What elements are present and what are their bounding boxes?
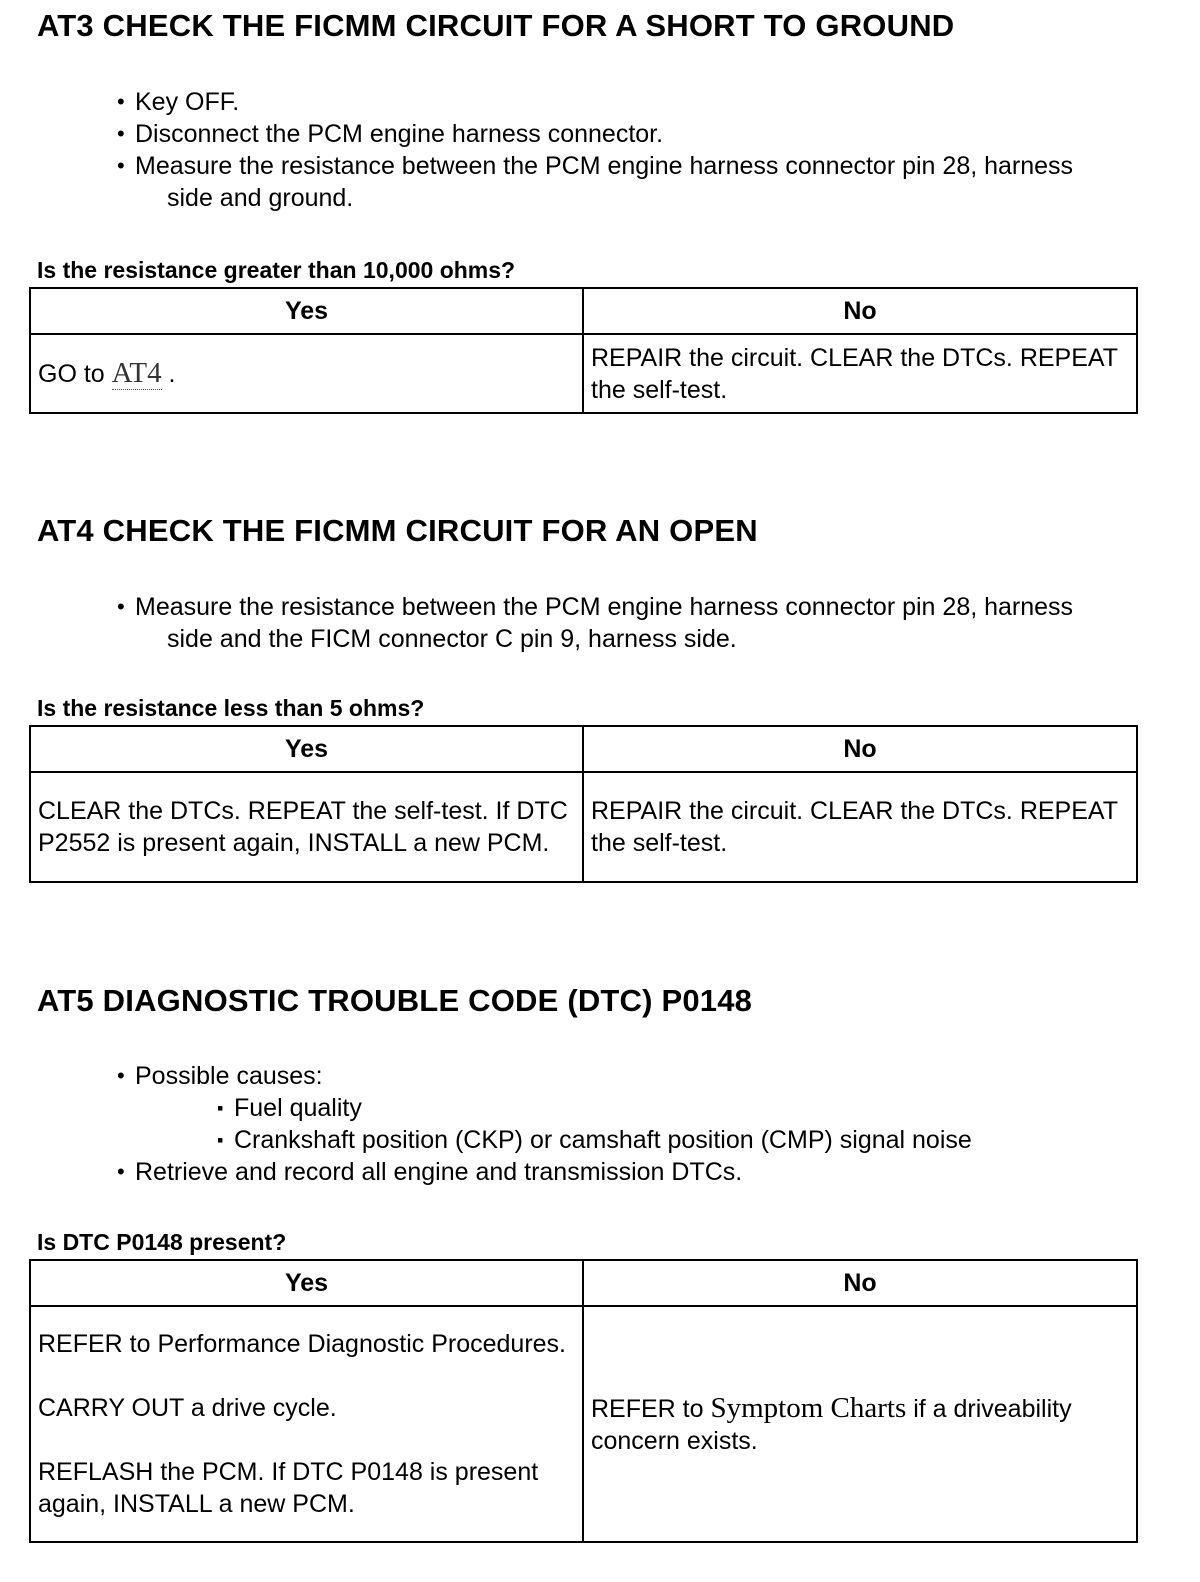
yes-paragraph: CARRY OUT a drive cycle. [38, 1394, 337, 1422]
at5-title: AT5 DIAGNOSTIC TROUBLE CODE (DTC) P0148 [37, 983, 753, 1018]
no-header: No [583, 1260, 1137, 1306]
list-item [117, 150, 1187, 214]
yes-text-suffix: . [161, 360, 176, 388]
yes-cell [30, 1306, 583, 1542]
bullet-text: Measure the resistance between the PCM engine harness connector pin 28, harness [135, 152, 1074, 180]
yes-header: Yes [30, 1260, 583, 1306]
yes-header: Yes [30, 288, 583, 334]
no-text-suffix: if a driveability concern exists. [591, 1394, 1072, 1455]
no-cell: REPAIR the circuit. CLEAR the DTCs. REPEAT the self-test. [583, 334, 1137, 413]
at4-bullet-list [117, 591, 1187, 655]
at4-link[interactable]: AT4 [111, 357, 162, 389]
yes-header: Yes [30, 726, 583, 772]
bullet-text-continued: side and the FICM connector C pin 9, harness side. [167, 625, 737, 653]
at5-question: Is DTC P0148 present? [37, 1229, 287, 1255]
at3-title: AT3 CHECK THE FICMM CIRCUIT FOR A SHORT TO GROUND [37, 8, 955, 43]
at4-title: AT4 CHECK THE FICMM CIRCUIT FOR AN OPEN [37, 513, 758, 548]
list-item: • Retrieve and record all engine and transmission DTCs. [117, 1156, 1187, 1188]
yes-cell: CLEAR the DTCs. REPEAT the self-test. If DTC P2552 is present again, INSTALL a new PCM. [30, 772, 583, 882]
yes-cell [30, 334, 583, 413]
list-item: • Disconnect the PCM engine harness connector. [117, 118, 1187, 150]
no-cell: REPAIR the circuit. CLEAR the DTCs. REPEAT the self-test. [583, 772, 1137, 882]
symptom-charts-link[interactable]: Symptom Charts [710, 1391, 907, 1424]
at3-bullet-list [117, 86, 1187, 214]
at5-decision-table [29, 1259, 1138, 1543]
at3-question: Is the resistance greater than 10,000 ohms? [37, 257, 516, 283]
no-text: REFER to [591, 1394, 711, 1423]
list-item: • Possible causes: [117, 1060, 1187, 1092]
yes-paragraph: REFLASH the PCM. If DTC P0148 is present again, INSTALL a new PCM. [38, 1458, 539, 1518]
yes-text: GO to [38, 360, 112, 388]
list-item [117, 591, 1187, 655]
no-header: No [583, 288, 1137, 334]
no-cell [583, 1306, 1137, 1542]
yes-paragraph: REFER to Performance Diagnostic Procedures. [38, 1330, 566, 1358]
at3-decision-table [29, 287, 1138, 414]
sub-list-item: ▪ Crankshaft position (CKP) or camshaft position (CMP) signal noise [117, 1124, 1187, 1156]
list-item: • Key OFF. [117, 86, 1187, 118]
no-header: No [583, 726, 1137, 772]
at4-decision-table [29, 725, 1138, 883]
at5-bullet-list [117, 1060, 1187, 1188]
sub-list-item: ▪ Fuel quality [117, 1092, 1187, 1124]
bullet-text-continued: side and ground. [167, 184, 354, 212]
bullet-text: Measure the resistance between the PCM engine harness connector pin 28, harness [135, 593, 1074, 621]
at4-question: Is the resistance less than 5 ohms? [37, 695, 425, 721]
